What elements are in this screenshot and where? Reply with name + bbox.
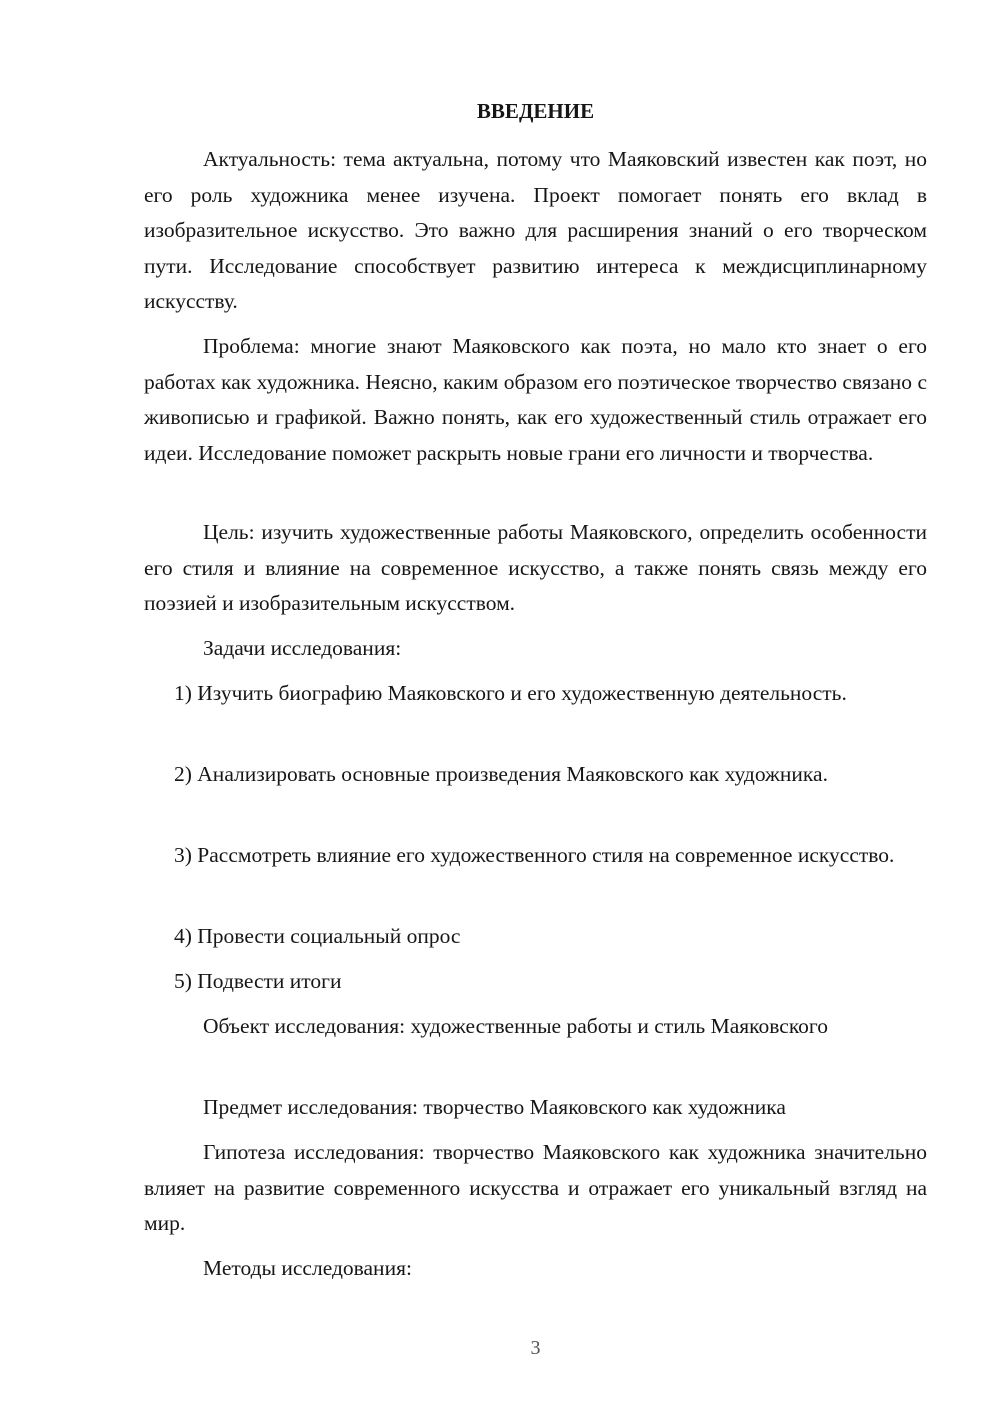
- task-item-2: 2) Анализировать основные произведения Маяковского как художника.: [174, 762, 828, 786]
- hypothesis-paragraph: Гипотеза исследования: творчество Маяковского как художника значительно влияет на развитие современного искусства и отражает его уникальный взгляд на мир.: [144, 1140, 927, 1235]
- document-page: [144, 0, 927, 1414]
- object-paragraph: Объект исследования: художественные работы и стиль Маяковского: [203, 1014, 828, 1038]
- task-item-4: 4) Провести социальный опрос: [174, 924, 461, 948]
- subject-paragraph: Предмет исследования: творчество Маяковского как художника: [203, 1095, 786, 1119]
- section-heading: ВВЕДЕНИЕ: [476, 99, 595, 123]
- relevance-paragraph: Актуальность: тема актуальна, потому что Маяковский известен как поэт, но его роль художника менее изучена. Проект помогает понять его вклад в изобразительное искусство. Это важно для расширения знаний о его творческом пути. Исследование способствует развитию интереса к междисциплинарному искусству.: [144, 147, 927, 313]
- page-number: 3: [530, 1337, 541, 1359]
- tasks-title: Задачи исследования:: [203, 636, 402, 660]
- task-item-3: 3) Рассмотреть влияние его художественного стиля на современное искусство.: [174, 843, 895, 867]
- methods-title: Методы исследования:: [203, 1256, 412, 1280]
- task-item-5: 5) Подвести итоги: [174, 969, 342, 993]
- goal-paragraph: Цель: изучить художественные работы Маяковского, определить особенности его стиля и влияние на современное искусство, а также понять связь между его поэзией и изобразительным искусством.: [144, 520, 927, 615]
- problem-paragraph: Проблема: многие знают Маяковского как поэта, но мало кто знает о его работах как художника. Неясно, каким образом его поэтическое творчество связано с живописью и графикой. Важно понять, как его художественный стиль отражает его идеи. Исследование поможет раскрыть новые грани его личности и творчества.: [144, 334, 927, 465]
- task-item-1: 1) Изучить биографию Маяковского и его художественную деятельность.: [174, 681, 847, 705]
